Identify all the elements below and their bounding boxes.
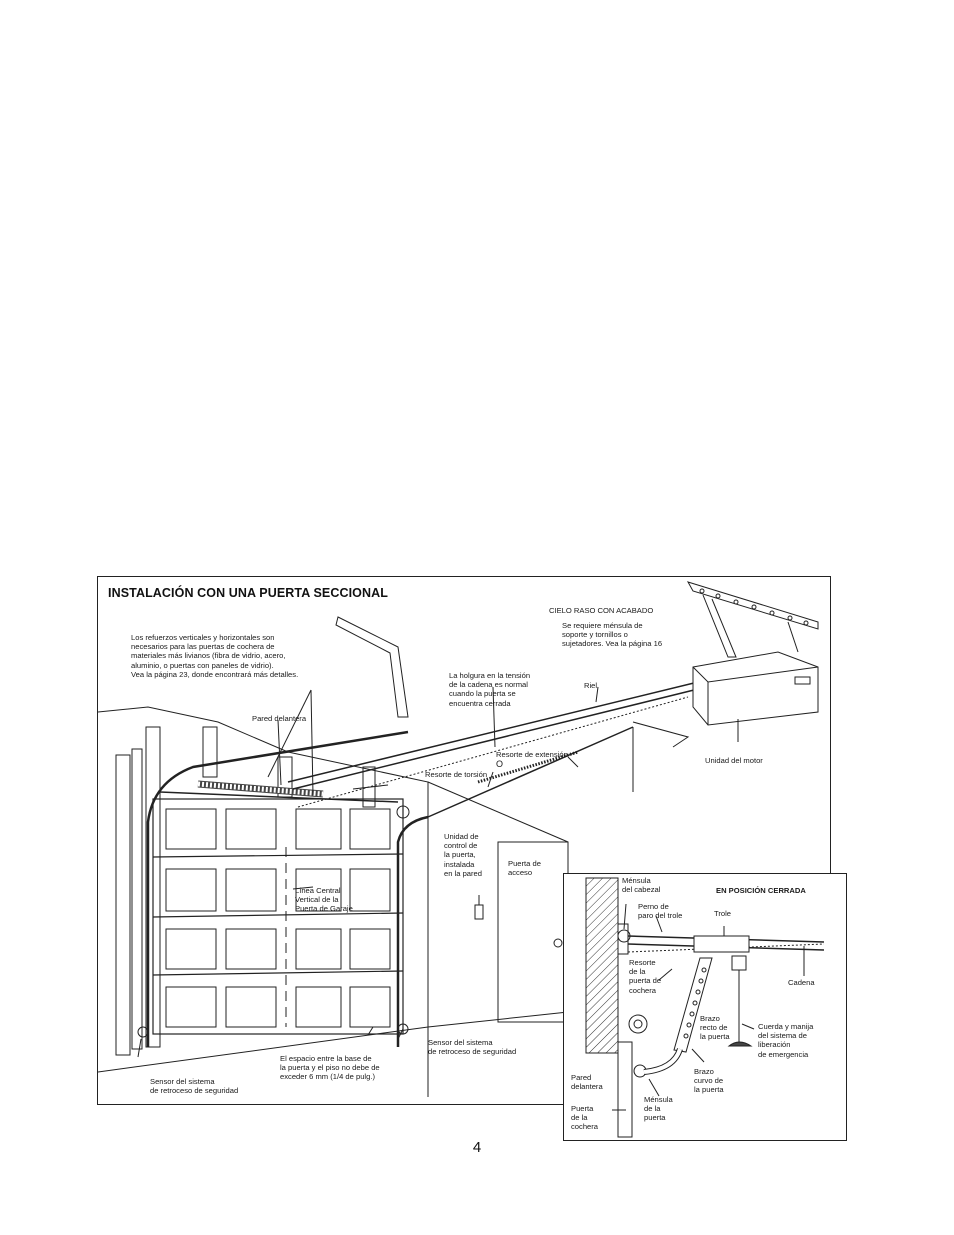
label-extension-spring: Resorte de extensión bbox=[496, 750, 568, 759]
label-front-wall: Pared delantera bbox=[252, 714, 307, 723]
label-reinforcement: Los refuerzos verticales y horizontales son necesarios para las puertas de cochera de materiales más livianos (fibra de vidrio, acero, aluminio, o puertas con paneles de vidrio). Vea la página 23, donde encontrará más detalles. bbox=[131, 633, 299, 679]
label-motor-unit: Unidad del motor bbox=[705, 756, 763, 765]
label-center-line: Línea Central Vertical de la Puerta de Garaje bbox=[295, 886, 353, 914]
label-sensor-right: Sensor del sistema de retroceso de seguridad bbox=[428, 1038, 517, 1057]
label-straight-arm: Brazo recto de la puerta bbox=[700, 1014, 730, 1042]
label-chain-slack: La holgura en la tensión de la cadena es normal cuando la puerta se encuentra cerrada bbox=[449, 671, 531, 708]
label-door-bracket: Ménsula de la puerta bbox=[644, 1095, 673, 1123]
page-number: 4 bbox=[472, 1139, 482, 1156]
label-chain: Cadena bbox=[788, 978, 815, 987]
closed-position-illustration bbox=[564, 874, 848, 1142]
label-ceiling-note: Se requiere ménsula de soporte y tornillos o sujetadores. Vea la página 16 bbox=[562, 621, 663, 649]
label-curved-arm: Brazo curvo de la puerta bbox=[694, 1067, 724, 1095]
label-inset-front-wall: Pared delantera bbox=[571, 1073, 603, 1092]
label-gap-note: El espacio entre la base de la puerta y el piso no debe de exceder 6 mm (1/4 de pulg.) bbox=[280, 1054, 380, 1082]
label-torsion-spring: Resorte de torsión bbox=[425, 770, 488, 779]
label-door-control: Unidad de control de la puerta, instalada en la pared bbox=[444, 832, 482, 878]
label-header-bracket: Ménsula del cabezal bbox=[622, 876, 661, 895]
inset-closed-position bbox=[563, 873, 847, 1141]
label-or: O bbox=[496, 759, 504, 769]
label-trolley-bolt: Perno de paro del trole bbox=[638, 902, 683, 921]
figure-title: INSTALACIÓN CON UNA PUERTA SECCIONAL bbox=[108, 586, 388, 600]
label-access-door: Puerta de acceso bbox=[508, 859, 541, 878]
label-rail: Riel bbox=[584, 681, 598, 690]
label-sensor-left: Sensor del sistema de retroceso de seguridad bbox=[150, 1077, 239, 1096]
inset-title: EN POSICIÓN CERRADA bbox=[716, 886, 806, 895]
label-ceiling: CIELO RASO CON ACABADO bbox=[549, 606, 654, 615]
label-emergency-cord: Cuerda y manija del sistema de liberación de emergencia bbox=[758, 1022, 814, 1059]
label-trolley: Trole bbox=[714, 909, 732, 918]
label-garage-door: Puerta de la cochera bbox=[571, 1104, 599, 1132]
label-door-spring: Resorte de la puerta de cochera bbox=[629, 958, 662, 995]
